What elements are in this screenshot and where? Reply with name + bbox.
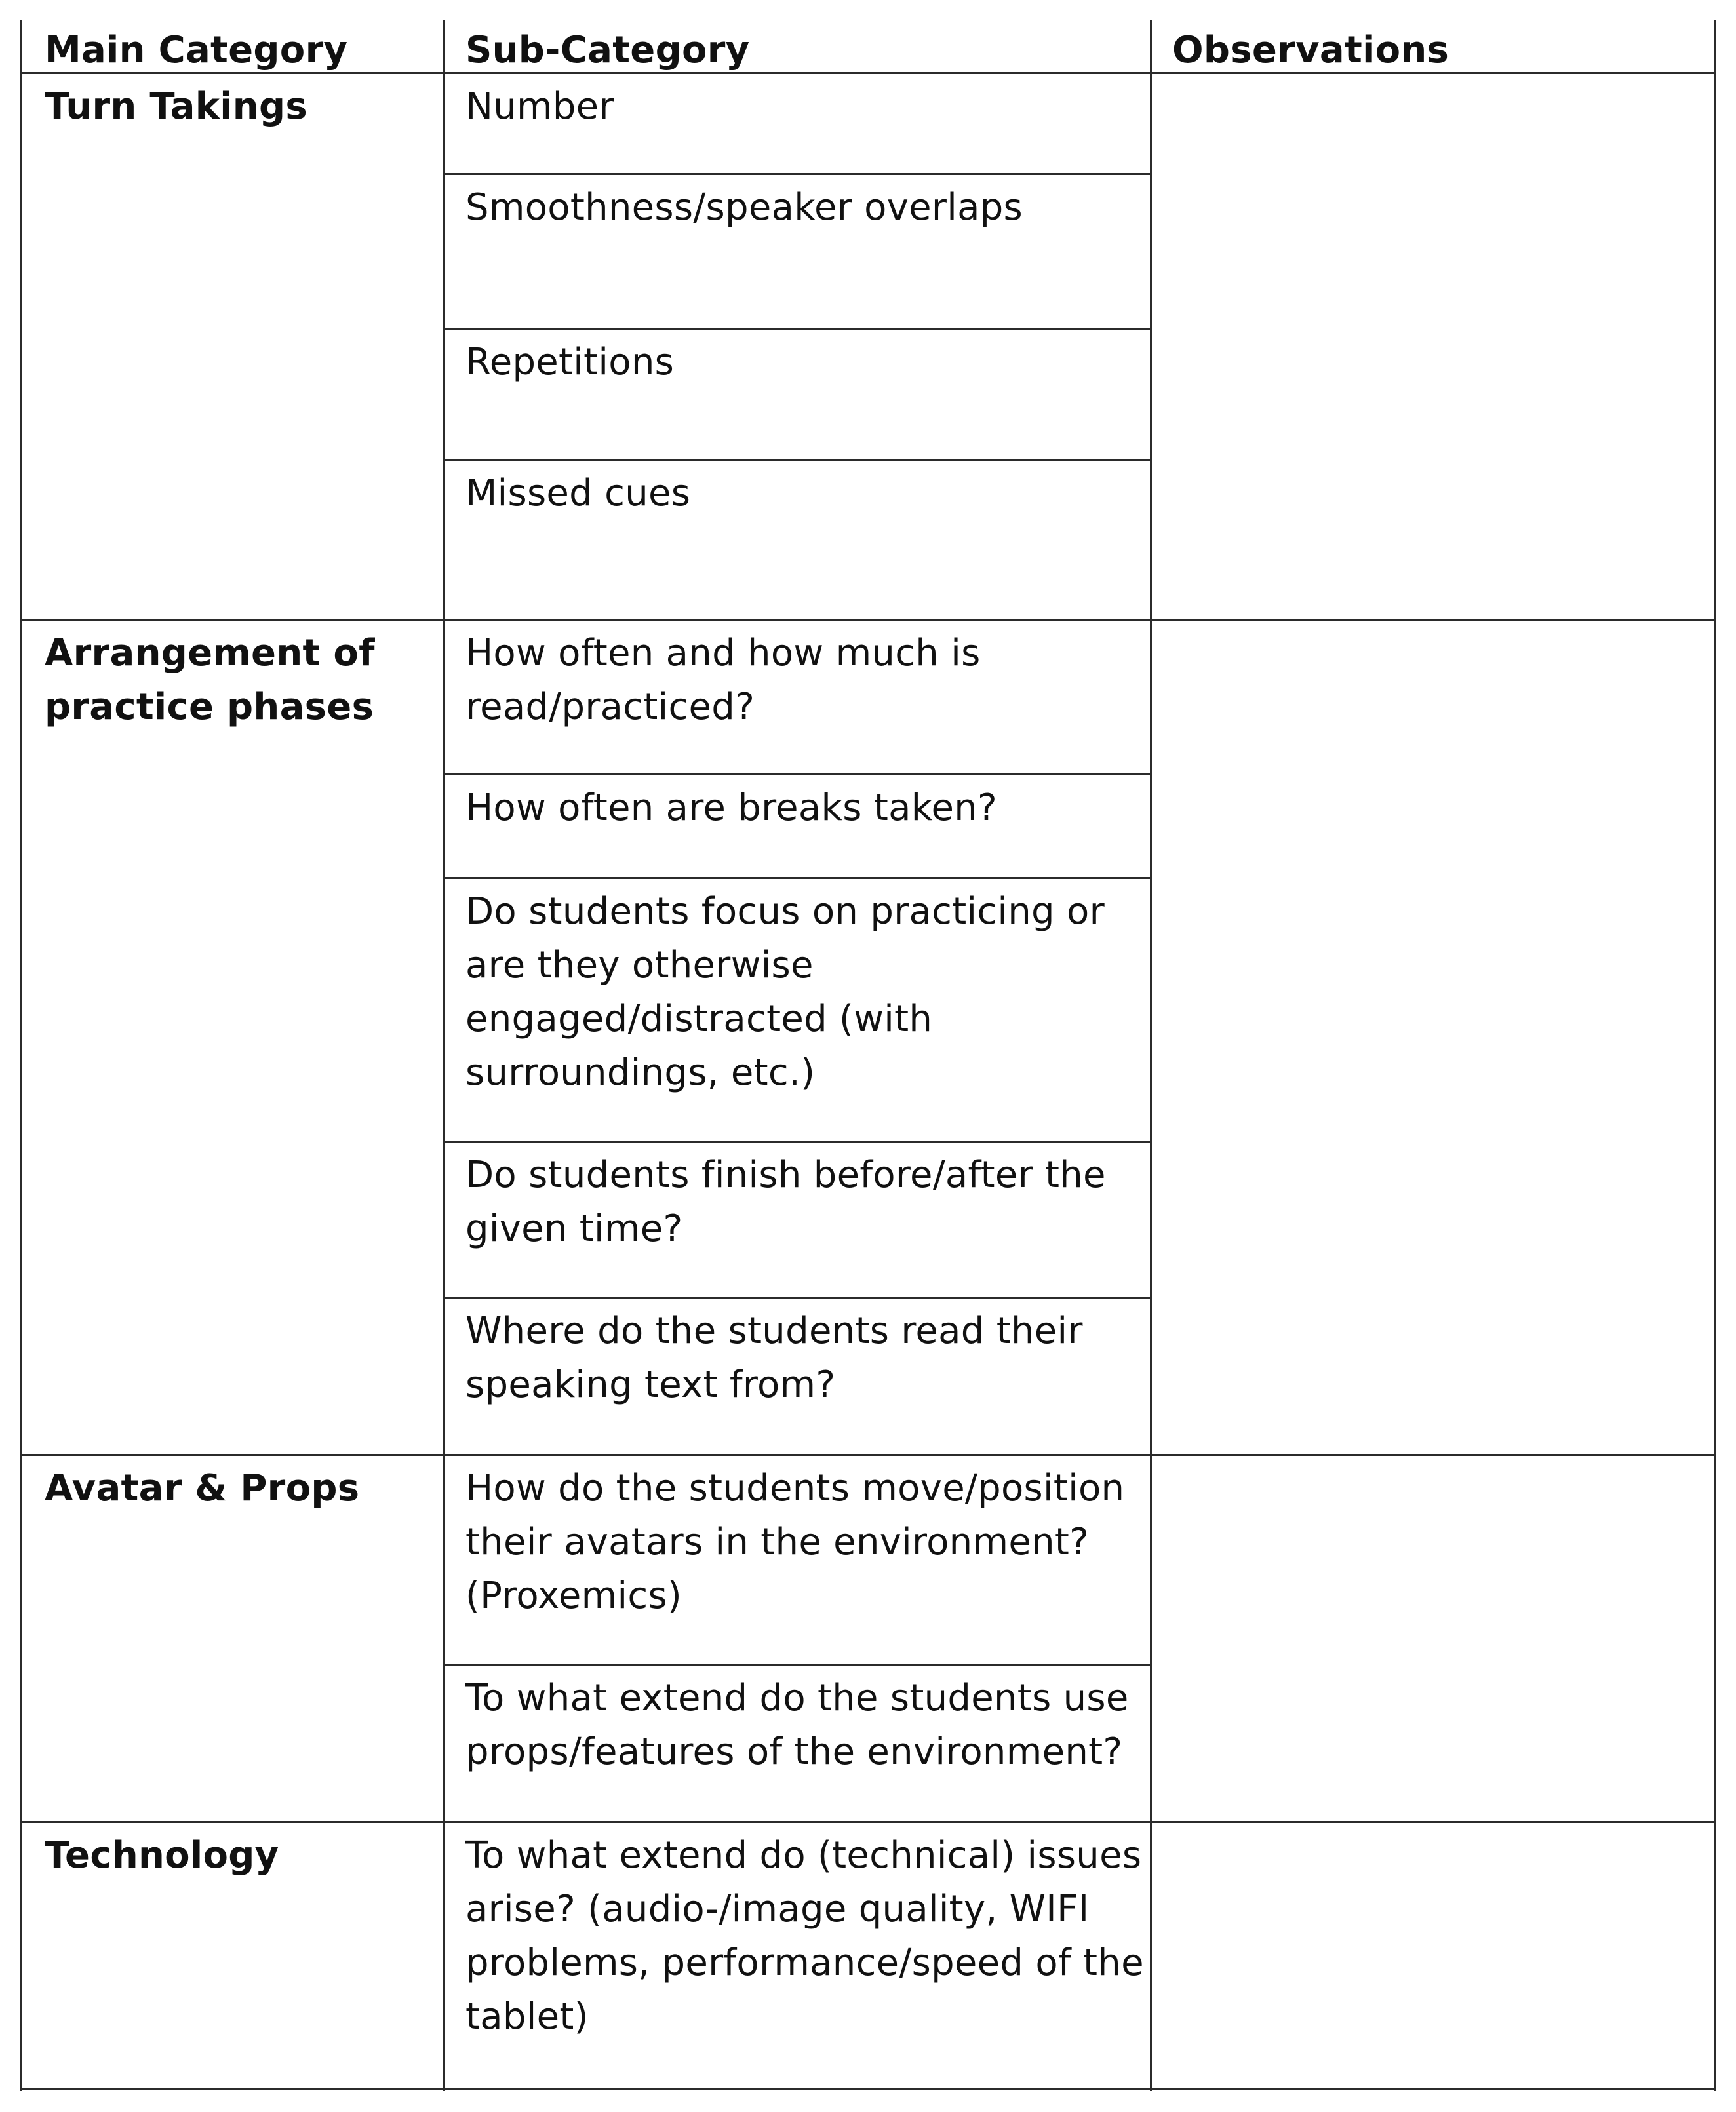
- sub-category-cell: Do students focus on practicing or are they otherwise engaged/distracted (with surroundings, etc.): [465, 890, 1116, 1094]
- table-divider-main-sub: [443, 20, 445, 2091]
- main-category-arrangement: Arrangement of practice phases: [45, 632, 388, 728]
- row-divider-3: [20, 1821, 1716, 1823]
- row-divider-1: [20, 619, 1716, 621]
- sub-category-cell: Where do the students read their speaking text from?: [465, 1310, 1095, 1406]
- sub-category-cell: Repetitions: [465, 341, 675, 383]
- header-sub-category: Sub-Category: [465, 29, 750, 71]
- sub-category-cell: Number: [465, 85, 614, 128]
- sub-category-cell: Smoothness/speaker overlaps: [465, 186, 1023, 229]
- sub-divider: [443, 173, 1152, 175]
- sub-category-cell: Do students finish before/after the given time?: [465, 1154, 1118, 1250]
- sub-divider: [443, 1141, 1152, 1143]
- sub-category-cell: Missed cues: [465, 472, 691, 515]
- table-border-left: [20, 20, 22, 2091]
- sub-divider: [443, 459, 1152, 461]
- sub-category-cell: To what extend do (technical) issues arise? (audio-/image quality, WIFI problems, performance/speed of the tablet): [465, 1834, 1156, 2038]
- main-category-turn-takings: Turn Takings: [45, 85, 307, 128]
- table-divider-sub-obs: [1150, 20, 1152, 2091]
- main-category-avatar-props: Avatar & Props: [45, 1467, 360, 1510]
- header-main-category: Main Category: [45, 29, 348, 71]
- row-divider-2: [20, 1454, 1716, 1456]
- sub-category-cell: To what extend do the students use props/features of the environment?: [465, 1677, 1141, 1773]
- main-category-technology: Technology: [45, 1834, 279, 1877]
- sub-category-cell: How often are breaks taken?: [465, 787, 998, 829]
- header-observations: Observations: [1172, 29, 1450, 71]
- sub-divider: [443, 1664, 1152, 1666]
- table-border-right: [1714, 20, 1716, 2091]
- sub-category-cell: How do the students move/position their avatars in the environment? (Proxemics): [465, 1467, 1137, 1617]
- sub-category-cell: How often and how much is read/practiced?: [465, 632, 993, 728]
- sub-divider: [443, 773, 1152, 775]
- table-border-bottom: [20, 2088, 1716, 2090]
- sub-divider: [443, 328, 1152, 330]
- sub-divider: [443, 1297, 1152, 1299]
- sub-divider: [443, 877, 1152, 879]
